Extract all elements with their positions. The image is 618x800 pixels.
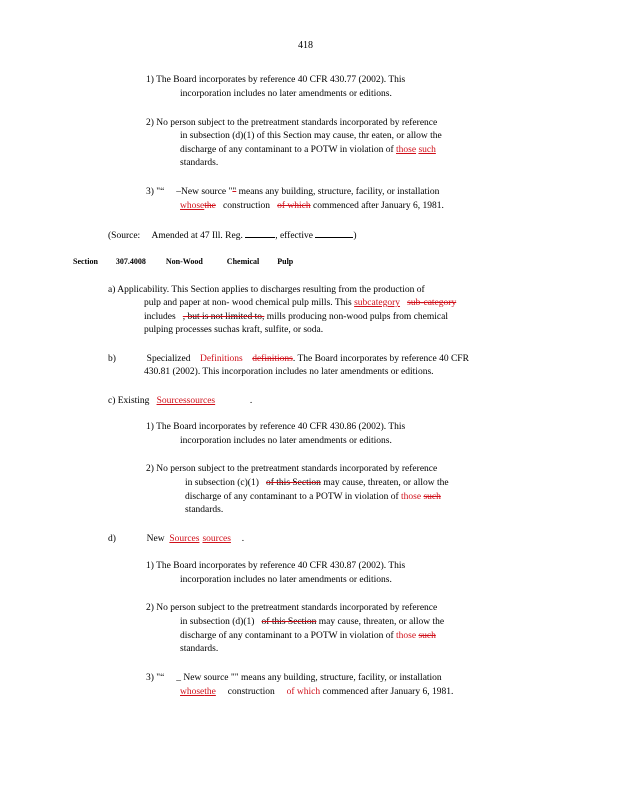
section-number: 307.4008 [115, 257, 146, 266]
source-effective: , effective [275, 231, 314, 241]
text: 3) "“ [146, 673, 165, 683]
subsection-c-para2-line1: 2) No person subject to the pretreatment standards incorporated by reference [146, 464, 438, 474]
subsection-d-para2-line4: standards. [180, 644, 219, 654]
inserted-text: subcategory [354, 298, 401, 308]
block1-para3-line1 [146, 186, 439, 198]
inserted-text: those [401, 492, 422, 502]
page-number: 418 [298, 40, 313, 51]
subsection-a-line3 [144, 311, 448, 323]
text: discharge of any contaminant to a POTW in violation of [185, 492, 399, 502]
inserted-text: Sources [169, 534, 200, 544]
subsection-c-heading [108, 395, 252, 407]
deleted-text: such [423, 492, 441, 502]
deleted-text: , but is not limited to, [182, 312, 265, 322]
text: in subsection (c)(1) [185, 478, 259, 488]
block1-para2-line2: in subsection (d)(1) of this Section may cause, thr eaten, or allow the [180, 131, 442, 141]
text: in subsection (d)(1) [180, 617, 255, 627]
deleted-text: such [418, 631, 436, 641]
text: mills producing non-wood pulps from chemical [266, 312, 448, 322]
subsection-d-para3-line2 [180, 686, 453, 698]
text: –New source " [176, 187, 233, 197]
text: means any building, structure, facility, or installation [238, 187, 440, 197]
blank-line [315, 228, 353, 238]
source-note [108, 228, 357, 242]
text: construction [227, 687, 275, 697]
subsection-a-line4: pulping processes suchas kraft, sulfite, or soda. [144, 325, 324, 335]
deleted-text: definitions [252, 354, 293, 364]
deleted-text: sources [202, 534, 231, 544]
deleted-text: of this Section [261, 617, 317, 627]
subsection-b-line1 [108, 353, 469, 365]
inserted-text: those [396, 631, 417, 641]
text: . [249, 396, 253, 406]
subsection-d-heading [108, 533, 244, 545]
subsection-c-para2-line4: standards. [185, 505, 224, 515]
inserted-text: whose [180, 201, 205, 211]
block1-para1-line1: 1) The Board incorporates by reference 40 CFR 430.77 (2002). This [146, 75, 406, 85]
text: discharge of any contaminant to a POTW in violation of [180, 145, 394, 155]
block1-para2-line3 [180, 144, 436, 156]
blank-line [245, 228, 275, 238]
subsection-label: d) [108, 534, 116, 544]
text: . [241, 534, 245, 544]
subsection-d-para2-line3 [180, 630, 436, 642]
subsection-d-para1-line1: 1) The Board incorporates by reference 40 CFR 430.87 (2002). This [146, 561, 406, 571]
text: New [146, 534, 165, 544]
deleted-text: the [204, 201, 216, 211]
deleted-text: of this Section [266, 478, 321, 488]
subsection-c-para2-line2 [185, 477, 449, 489]
subsection-d-para1-line2: incorporation includes no later amendments or editions. [180, 575, 392, 585]
text: . The Board incorporates by reference 40 CFR [292, 354, 469, 364]
subsection-b-line2: 430.81 (2002). This incorporation includes no later amendments or editions. [144, 367, 434, 377]
subsection-label: c) Existing [108, 396, 150, 406]
text: commenced after January 6, 1981. [322, 687, 454, 697]
subsection-a-line1: a) Applicability. This Section applies to discharges resulting from the production of [108, 285, 425, 295]
text: 3) "“ [146, 187, 165, 197]
inserted-text: Definitions [199, 354, 243, 364]
section-heading [73, 256, 293, 268]
block1-para3-line2 [180, 200, 444, 212]
source-close: ) [353, 231, 357, 241]
deleted-text: the [204, 687, 216, 697]
section-title: Chemical [226, 257, 260, 266]
section-title: Non-Wood [165, 257, 203, 266]
text: includes [144, 312, 176, 322]
source-label: (Source: [108, 231, 141, 241]
text: may cause, threaten, or allow the [318, 617, 445, 627]
text: construction [223, 201, 270, 211]
text: _ New source "" means any building, structure, facility, or installation [176, 673, 442, 683]
section-title: Pulp [277, 257, 294, 266]
deleted-text: sources [186, 396, 216, 406]
text: pulp and paper at non- wood chemical pulp mills. This [144, 298, 352, 308]
deleted-text: sub-category [407, 298, 457, 308]
subsection-d-para2-line1: 2) No person subject to the pretreatment standards incorporated by reference [146, 603, 438, 613]
subsection-a-line2 [144, 297, 456, 309]
source-text: Amended at 47 Ill. Reg. [151, 231, 243, 241]
subsection-d-para3-line1 [146, 672, 442, 684]
subsection-c-para2-line3 [185, 491, 441, 503]
deleted-text: " [232, 187, 237, 197]
subsection-c-para1-line1: 1) The Board incorporates by reference 40 CFR 430.86 (2002). This [146, 422, 406, 432]
text: Specialized [146, 354, 191, 364]
inserted-text: such [418, 145, 436, 155]
subsection-label: b) [108, 354, 116, 364]
block1-para2-line1: 2) No person subject to the pretreatment standards incorporated by reference [146, 118, 438, 128]
inserted-text: whose [180, 687, 205, 697]
block1-para2-line4: standards. [180, 158, 219, 168]
text: discharge of any contaminant to a POTW in violation of [180, 631, 394, 641]
subsection-d-para2-line2 [180, 616, 444, 628]
inserted-text: those [396, 145, 417, 155]
inserted-text: Sources [156, 396, 187, 406]
text: may cause, threaten, or allow the [323, 478, 449, 488]
inserted-text: of which [286, 687, 321, 697]
deleted-text: of which [277, 201, 311, 211]
text: commenced after January 6, 1981. [313, 201, 444, 211]
subsection-c-para1-line2: incorporation includes no later amendments or editions. [180, 436, 392, 446]
block1-para1-line2: incorporation includes no later amendments or editions. [180, 89, 392, 99]
section-word: Section [73, 257, 98, 266]
